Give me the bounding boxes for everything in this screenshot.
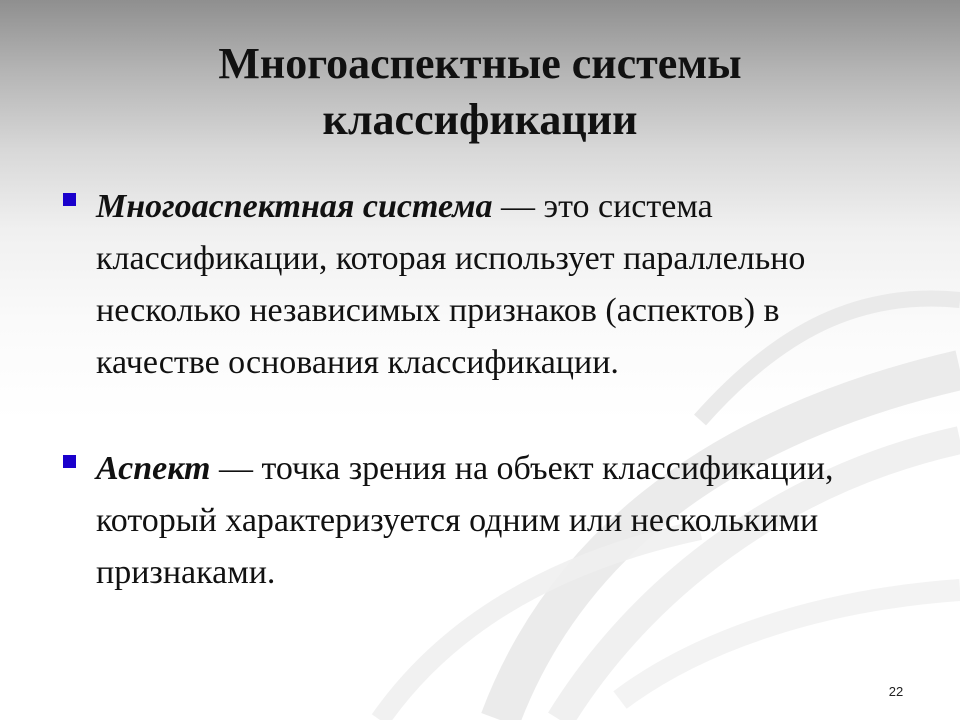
square-bullet-icon — [63, 193, 76, 206]
slide-title-line-1: Многоаспектные системы — [218, 39, 742, 88]
bullet-text — [96, 443, 896, 599]
slide-title-line-2: классификации — [322, 95, 638, 144]
bullet-term: Многоаспектная система — [96, 188, 493, 225]
bullet-definition: — точка зрения на объект классификации, который характеризуется одним или несколькими признаками. — [96, 450, 834, 591]
page-number: 22 — [888, 684, 904, 699]
bullet-text — [96, 181, 896, 389]
bullet-term: Аспект — [96, 450, 211, 487]
square-bullet-icon — [63, 455, 76, 468]
bullet-definition: — это система классификации, которая использует параллельно несколько независимых признаков (аспектов) в качестве основания классификации. — [96, 188, 806, 381]
